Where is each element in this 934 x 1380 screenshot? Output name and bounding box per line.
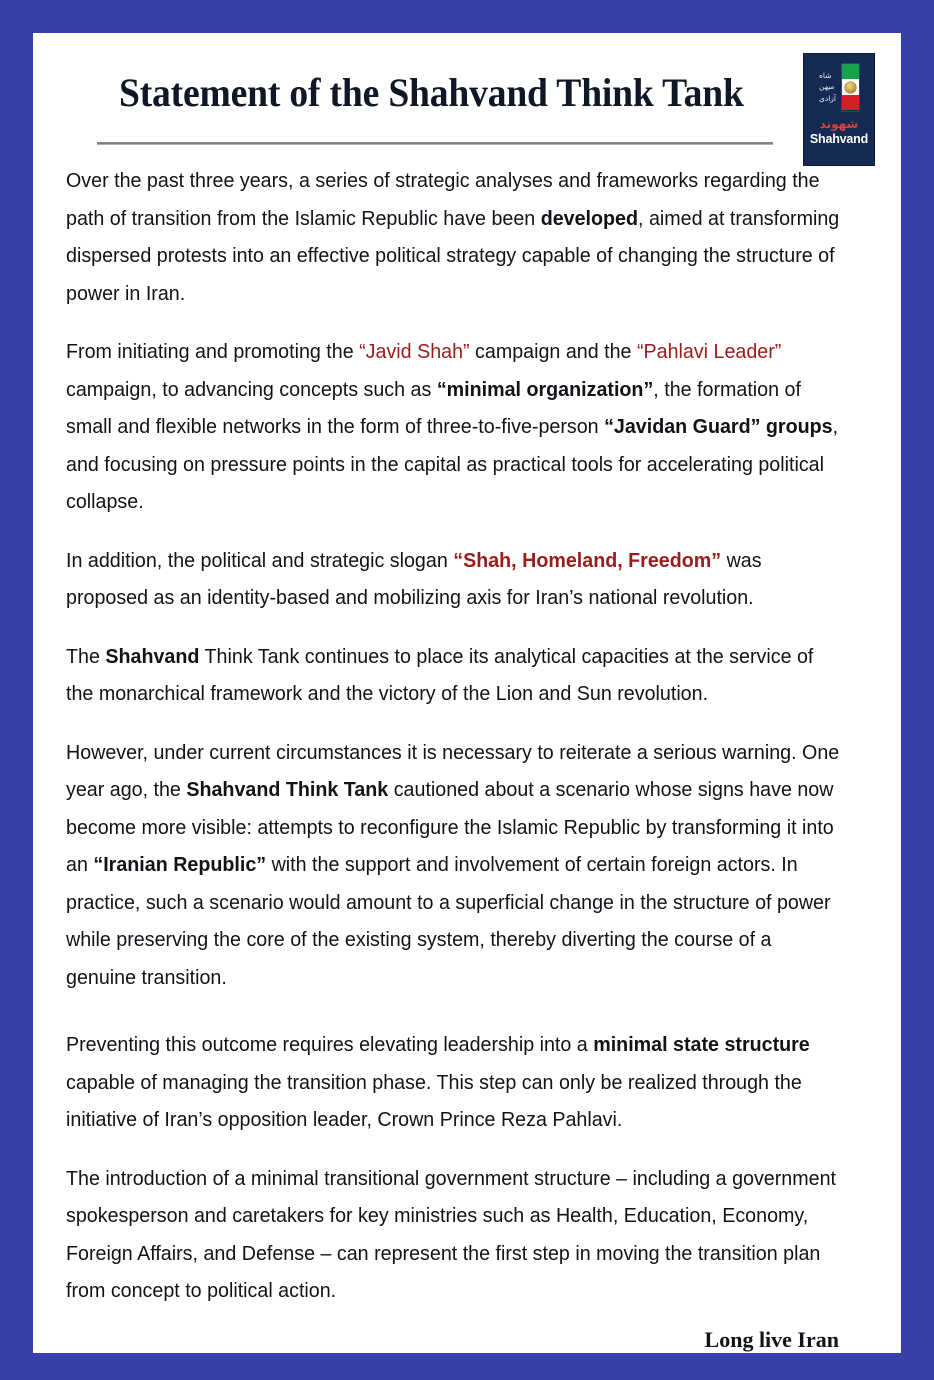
text-run: developed: [540, 207, 639, 230]
text-run: campaign and the: [469, 341, 637, 363]
text-run: Shahvand Think Tank: [186, 779, 389, 801]
flag-band-red: [842, 95, 859, 111]
page-title: Statement of the Shahvand Think Tank: [118, 70, 744, 115]
shahvand-logo: [803, 53, 875, 166]
paragraph: [66, 735, 841, 998]
iran-flag-icon: [842, 64, 859, 111]
flag-band-green: [842, 64, 859, 80]
text-run: was proposed as an identity-based and mobilizing axis for Iran’s national revolution.: [66, 549, 762, 609]
text-run: “Iranian Republic”: [93, 854, 267, 876]
text-run: “Javidan Guard” groups: [604, 416, 833, 438]
text-run: From initiating and promoting the: [66, 341, 360, 363]
statement-body: [65, 163, 871, 1353]
text-run: minimal state structure: [593, 1034, 810, 1056]
text-run: Shahvand: [105, 645, 200, 668]
title-divider: [97, 142, 773, 145]
paragraph: [66, 163, 841, 313]
text-run: cautioned about a scenario whose signs have now become more visible: attempts to reconfigure the Islamic Republic by transforming it into an: [66, 779, 834, 876]
text-run: , the formation of small and flexible networks in the form of three-to-five-person: [66, 378, 801, 438]
text-run: “Shah, Homeland, Freedom”: [453, 549, 722, 572]
paragraph: [66, 1027, 841, 1140]
text-run: In addition, the political and strategic slogan: [66, 549, 454, 572]
logo-slogan-line-2: میهن: [819, 82, 835, 92]
paragraph: [66, 1161, 841, 1311]
paragraph: [66, 543, 841, 618]
document-sheet: [33, 33, 901, 1353]
text-run: with the support and involvement of certain foreign actors. In practice, such a scenario would amount to a superficial change in the structure of power while preserving the core of the existing system, thereby diverting the course of a genuine transition.: [66, 854, 831, 989]
text-run: campaign, to advancing concepts such as: [66, 378, 437, 401]
text-run: “Javid Shah”: [359, 341, 470, 363]
logo-slogan-persian: [819, 70, 838, 104]
text-run: , and focusing on pressure points in the capital as practical tools for accelerating political collapse.: [66, 416, 839, 513]
paragraph: [66, 639, 841, 714]
signoff-line: Long live Iran: [704, 1326, 839, 1352]
logo-lower-section: [810, 116, 868, 146]
logo-upper-section: [804, 54, 874, 116]
text-run: The introduction of a minimal transitional government structure – including a government spokesperson and caretakers for key ministries such as Health, Education, Economy, Foreign Affairs, and Defense – can represent the first step in moving the transition plan from concept to political action.: [66, 1167, 836, 1302]
logo-name-persian: شهوند: [819, 117, 859, 131]
text-run: , aimed at transforming dispersed protests into an effective political strategy capable of changing the structure of power in Iran.: [66, 207, 840, 305]
lion-and-sun-icon: [845, 82, 856, 93]
text-run: Preventing this outcome requires elevating leadership into a: [66, 1034, 594, 1056]
logo-slogan-line-1: شاه: [819, 71, 832, 81]
text-run: capable of managing the transition phase. This step can only be realized through the initiative of Iran’s opposition leader, Crown Prince Reza Pahlavi.: [66, 1071, 802, 1131]
text-run: The: [66, 645, 106, 668]
logo-name-english: Shahvand: [809, 131, 869, 146]
paragraph: [66, 334, 841, 522]
text-run: Think Tank continues to place its analytical capacities at the service of the monarchical framework and the victory of the Lion and Sun revolution.: [66, 645, 814, 705]
document-header: [65, 53, 871, 163]
text-run: Over the past three years, a series of strategic analyses and frameworks regarding the path of transition from the Islamic Republic have been: [66, 170, 820, 230]
text-run: “minimal organization”: [436, 378, 654, 401]
logo-slogan-line-3: آزادی: [819, 93, 836, 103]
text-run: However, under current circumstances it is necessary to reiterate a serious warning. One year ago, the: [66, 741, 840, 801]
text-run: “Pahlavi Leader”: [636, 341, 782, 363]
